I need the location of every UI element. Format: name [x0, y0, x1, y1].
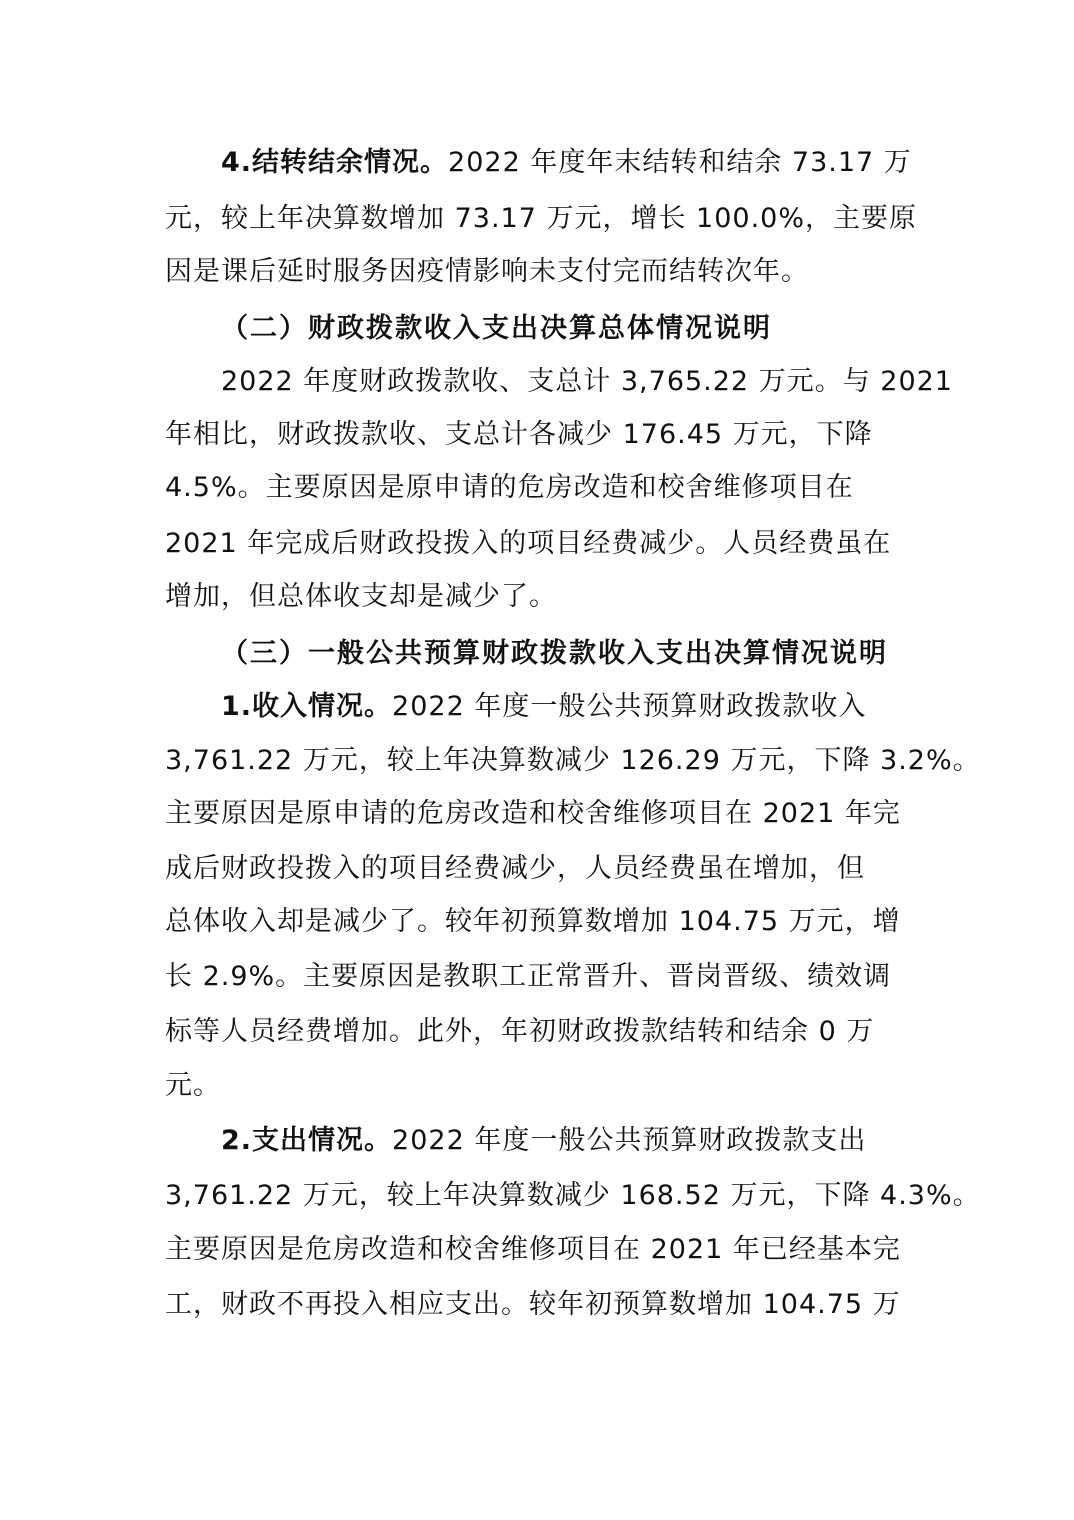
section4-line-2: 元，较上年决算数增加 73.17 万元，增长 100.0%，主要原 — [165, 203, 917, 234]
para2-line-4: 2021 年完成后财政投拨入的项目经费减少。人员经费虽在 — [165, 528, 892, 559]
income-line-7: 标等人员经费增加。此外，年初财政拨款结转和结余 0 万 — [165, 1016, 875, 1047]
expense-line-3: 主要原因是危房改造和校舍维修项目在 2021 年已经基本完 — [165, 1234, 901, 1265]
income-line-3: 主要原因是原申请的危房改造和校舍维修项目在 2021 年完 — [165, 798, 901, 829]
para2-line-3: 4.5%。主要原因是原申请的危房改造和校舍维修项目在 — [165, 472, 854, 503]
income-line-5: 总体收入却是减少了。较年初预算数增加 104.75 万元，增 — [165, 906, 901, 937]
heading-3: （三）一般公共预算财政拨款收入支出决算情况说明 — [221, 638, 888, 669]
section4-line-3: 因是课后延时服务因疫情影响未支付完而结转次年。 — [165, 256, 809, 287]
income-line-4: 成后财政投拨入的项目经费减少，人员经费虽在增加，但 — [165, 853, 865, 884]
expense-line-4: 工，财政不再投入相应支出。较年初预算数增加 104.75 万 — [165, 1289, 901, 1320]
expense-line-1-text: 2022 年度一般公共预算财政拨款支出 — [392, 1125, 867, 1156]
para2-line-2: 年相比，财政拨款收、支总计各减少 176.45 万元，下降 — [165, 419, 873, 450]
section4-line-1 — [221, 143, 912, 183]
income-line-2: 3,761.22 万元，较上年决算数减少 126.29 万元，下降 3.2%。 — [165, 745, 981, 776]
section4-line-1-text: 2022 年度年末结转和结余 73.17 万 — [448, 147, 912, 178]
expense-line-1 — [221, 1121, 866, 1161]
section4-lead: 4.结转结余情况。 — [221, 147, 449, 178]
income-line-1 — [221, 687, 866, 727]
income-line-1-text: 2022 年度一般公共预算财政拨款收入 — [392, 691, 867, 722]
income-line-6: 长 2.9%。主要原因是教职工正常晋升、晋岗晋级、绩效调 — [165, 961, 892, 992]
heading-2: （二）财政拨款收入支出决算总体情况说明 — [221, 313, 772, 344]
expense-line-2: 3,761.22 万元，较上年决算数减少 168.52 万元，下降 4.3%。 — [165, 1180, 981, 1211]
expense-lead: 2.支出情况。 — [221, 1125, 393, 1156]
para2-line-5: 增加，但总体收支却是减少了。 — [165, 581, 557, 612]
income-line-8: 元。 — [165, 1070, 221, 1101]
para2-line-1: 2022 年度财政拨款收、支总计 3,765.22 万元。与 2021 — [221, 366, 953, 397]
income-lead: 1.收入情况。 — [221, 691, 393, 722]
